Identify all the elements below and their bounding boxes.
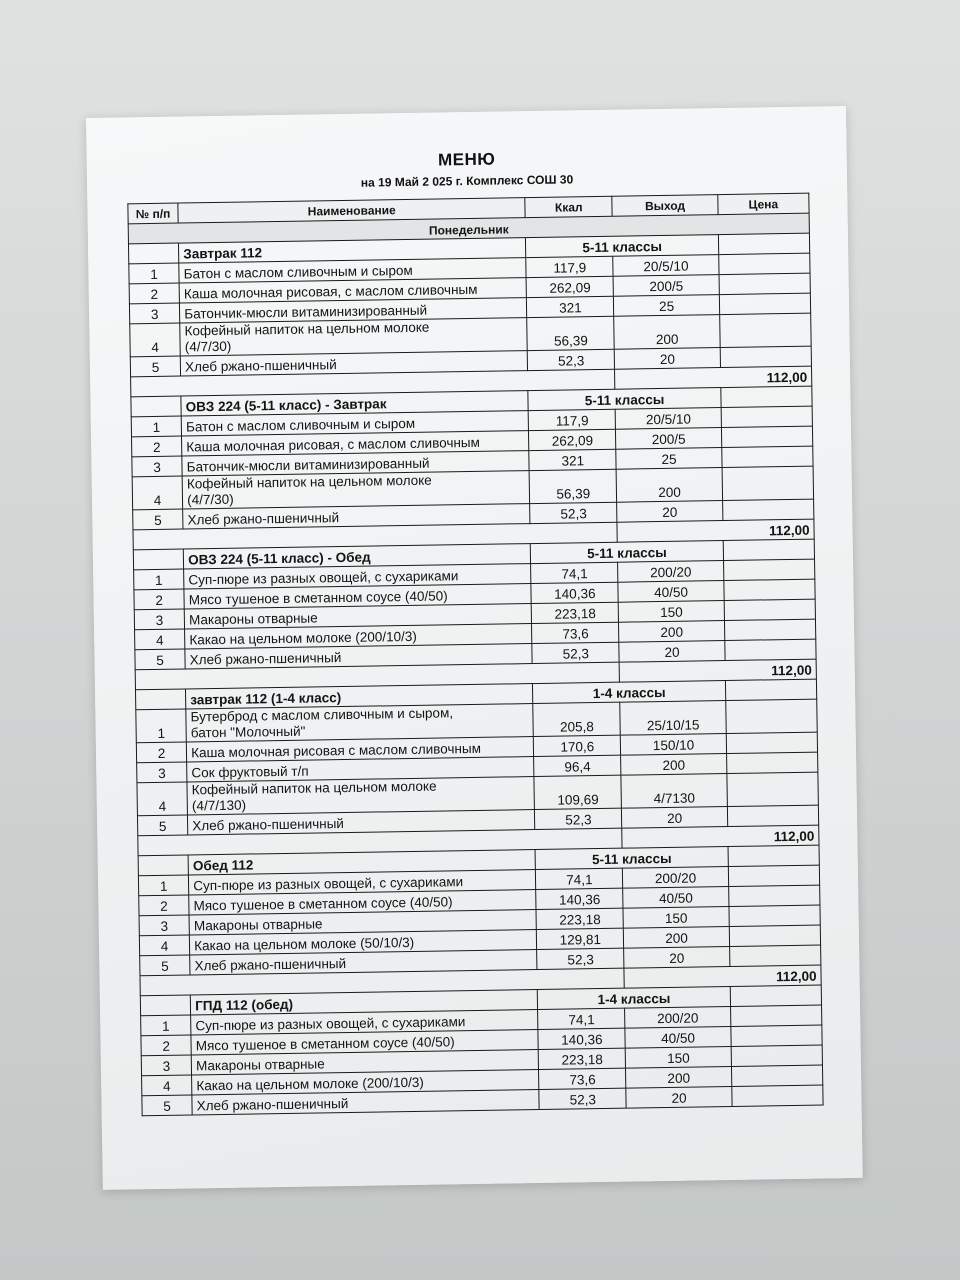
item-number: 5 <box>137 815 187 836</box>
item-name: Макароны отварные <box>191 1050 538 1075</box>
item-output: 150 <box>619 601 725 623</box>
section-title: ГПД 112 (обед) <box>190 990 537 1015</box>
item-output: 200/5 <box>616 428 722 450</box>
section-price-empty <box>728 845 819 866</box>
item-output: 200/20 <box>625 1006 731 1028</box>
item-kcal: 129,81 <box>537 928 624 949</box>
item-output: 20/5/10 <box>615 408 721 430</box>
item-number: 1 <box>141 1015 191 1036</box>
item-price <box>719 273 810 294</box>
item-kcal: 74,1 <box>536 868 623 889</box>
item-name: Суп-пюре из разных овощей, с сухариками <box>191 1010 538 1035</box>
item-name: Каша молочная рисовая, с маслом сливочным <box>182 431 529 456</box>
item-number: 4 <box>142 1075 192 1096</box>
section-title: ОВЗ 224 (5-11 класс) - Обед <box>183 544 530 569</box>
item-number: 4 <box>139 935 189 956</box>
item-name: Кофейный напиток на цельном молоке (4/7/30) <box>180 318 528 356</box>
section-spacer <box>138 855 188 876</box>
item-kcal: 223,18 <box>539 1048 626 1069</box>
item-name: Какао на цельном молоке (200/10/3) <box>192 1070 539 1095</box>
item-kcal: 52,3 <box>539 1088 626 1109</box>
item-price <box>731 1065 822 1086</box>
item-price <box>726 752 817 773</box>
col-header-price: Цена <box>718 193 809 214</box>
section-title: Обед 112 <box>188 850 535 875</box>
item-number: 2 <box>136 742 186 763</box>
item-price <box>729 925 820 946</box>
page-subtitle: на 19 Май 2 025 г. Комплекс СОШ 30 <box>360 172 574 190</box>
item-price <box>719 313 811 347</box>
item-number: 3 <box>129 303 179 324</box>
item-output: 200 <box>626 1066 732 1088</box>
item-price <box>720 346 811 367</box>
col-header-kcal: Ккал <box>525 196 612 217</box>
item-name: Мясо тушеное в сметанном соусе (40/50) <box>189 890 536 915</box>
item-output: 20/5/10 <box>613 255 719 277</box>
section-total: 112,00 <box>622 825 819 848</box>
section-price-empty <box>725 679 816 700</box>
item-output: 20 <box>619 641 725 663</box>
item-kcal: 109,69 <box>534 775 622 809</box>
item-output: 40/50 <box>618 581 724 603</box>
item-name: Батон с маслом сливочным и сыром <box>181 411 528 436</box>
item-kcal: 223,18 <box>536 908 623 929</box>
item-name: Какао на цельном молоке (200/10/3) <box>185 624 532 649</box>
item-price <box>732 1085 823 1106</box>
item-kcal: 56,39 <box>527 316 615 350</box>
item-name: Суп-пюре из разных овощей, с сухариками <box>189 870 536 895</box>
item-output: 200 <box>614 315 720 350</box>
item-number: 1 <box>138 875 188 896</box>
item-price <box>729 905 820 926</box>
item-price <box>728 865 819 886</box>
item-price <box>721 406 812 427</box>
section-grade: 1-4 классы <box>533 681 726 704</box>
item-output: 200 <box>619 621 725 643</box>
section-grade: 1-4 классы <box>538 986 731 1009</box>
item-kcal: 52,3 <box>537 948 624 969</box>
section-spacer <box>131 396 181 417</box>
item-name: Хлеб ржано-пшеничный <box>192 1090 539 1115</box>
item-output: 200 <box>616 468 722 503</box>
menu-table <box>127 193 823 1117</box>
item-price <box>727 772 819 806</box>
item-name: Хлеб ржано-пшеничный <box>185 644 532 669</box>
item-name: Хлеб ржано-пшеничный <box>188 810 535 835</box>
item-output: 4/7130 <box>621 774 727 809</box>
item-name: Хлеб ржано-пшеничный <box>190 950 537 975</box>
col-header-out: Выход <box>612 195 718 217</box>
item-price <box>729 945 820 966</box>
item-name: Хлеб ржано-пшеничный <box>183 504 530 529</box>
item-kcal: 140,36 <box>536 888 623 909</box>
item-price <box>721 426 812 447</box>
item-output: 200/20 <box>623 867 729 889</box>
item-price <box>722 466 814 500</box>
section-total: 112,00 <box>617 519 814 542</box>
item-name: Макароны отварные <box>184 604 531 629</box>
item-output: 25/10/15 <box>620 701 726 736</box>
item-output: 150 <box>626 1046 732 1068</box>
item-number: 4 <box>132 476 183 510</box>
item-price <box>730 1005 821 1026</box>
section-spacer <box>135 689 185 710</box>
item-price <box>722 446 813 467</box>
item-output: 200/5 <box>613 275 719 297</box>
item-number: 1 <box>131 416 181 437</box>
item-name: Батончик-мюсли витаминизированный <box>180 298 527 323</box>
item-number: 1 <box>134 569 184 590</box>
menu-sheet <box>86 106 863 1190</box>
item-name: Какао на цельном молоке (50/10/3) <box>190 930 537 955</box>
item-kcal: 56,39 <box>529 469 617 503</box>
item-kcal: 74,1 <box>531 562 618 583</box>
item-price <box>731 1025 822 1046</box>
item-kcal: 52,3 <box>532 642 619 663</box>
col-header-name: Наименование <box>178 198 525 223</box>
item-number: 5 <box>133 509 183 530</box>
item-kcal: 223,18 <box>532 602 619 623</box>
section-title: ОВЗ 224 (5-11 класс) - Завтрак <box>181 391 528 416</box>
item-number: 1 <box>136 709 187 743</box>
item-number: 4 <box>137 782 188 816</box>
section-spacer <box>140 995 190 1016</box>
item-output: 150/10 <box>621 734 727 756</box>
item-number: 2 <box>129 283 179 304</box>
item-name: Бутерброд с маслом сливочным и сыром, батон "Молочный" <box>186 704 534 742</box>
item-kcal: 73,6 <box>539 1068 626 1089</box>
item-number: 3 <box>132 456 182 477</box>
item-output: 200 <box>621 754 727 776</box>
section-total: 112,00 <box>619 659 816 682</box>
item-name: Кофейный напиток на цельном молоке (4/7/30) <box>182 471 530 509</box>
item-price <box>724 619 815 640</box>
header <box>87 144 848 194</box>
item-number: 3 <box>139 915 189 936</box>
section-price-empty <box>718 233 809 254</box>
item-price <box>731 1045 822 1066</box>
item-name: Сок фруктовый т/п <box>187 757 534 782</box>
section-spacer <box>128 243 178 264</box>
item-price <box>722 499 813 520</box>
item-name: Батон с маслом сливочным и сыром <box>179 258 526 283</box>
item-kcal: 117,9 <box>526 256 613 277</box>
item-name: Суп-пюре из разных овощей, с сухариками <box>184 564 531 589</box>
item-kcal: 262,09 <box>529 429 616 450</box>
item-output: 40/50 <box>625 1026 731 1048</box>
item-kcal: 140,36 <box>538 1028 625 1049</box>
item-name: Мясо тушеное в сметанном соусе (40/50) <box>191 1030 538 1055</box>
section-price-empty <box>721 386 812 407</box>
item-price <box>728 885 819 906</box>
item-output: 20 <box>617 501 723 523</box>
item-kcal: 52,3 <box>530 502 617 523</box>
item-price <box>723 559 814 580</box>
section-title: завтрак 112 (1-4 класс) <box>186 684 533 709</box>
item-kcal: 321 <box>529 449 616 470</box>
item-number: 2 <box>132 436 182 457</box>
item-price <box>719 253 810 274</box>
section-total: 112,00 <box>624 965 821 988</box>
item-name: Кофейный напиток на цельном молоке (4/7/130) <box>187 777 535 815</box>
section-grade: 5-11 классы <box>526 235 719 258</box>
item-name: Мясо тушеное в сметанном соусе (40/50) <box>184 584 531 609</box>
item-price <box>719 293 810 314</box>
section-grade: 5-11 классы <box>528 388 721 411</box>
item-kcal: 52,3 <box>528 349 615 370</box>
item-price <box>725 639 816 660</box>
item-kcal: 321 <box>527 296 614 317</box>
section-spacer <box>133 549 183 570</box>
item-output: 20 <box>624 946 730 968</box>
item-number: 5 <box>142 1095 192 1116</box>
item-number: 5 <box>135 649 185 670</box>
item-price <box>726 699 818 733</box>
section-total: 112,00 <box>615 366 812 389</box>
item-kcal: 205,8 <box>533 702 621 736</box>
item-name: Хлеб ржано-пшеничный <box>180 351 527 376</box>
item-price <box>726 732 817 753</box>
item-kcal: 170,6 <box>534 735 621 756</box>
item-name: Батончик-мюсли витаминизированный <box>182 451 529 476</box>
section-grade: 5-11 классы <box>531 541 724 564</box>
item-number: 4 <box>130 323 181 357</box>
item-number: 5 <box>130 356 180 377</box>
item-number: 3 <box>141 1055 191 1076</box>
item-name: Каша молочная рисовая с маслом сливочным <box>186 737 533 762</box>
day-label: Понедельник <box>128 213 809 244</box>
item-output: 200/20 <box>618 561 724 583</box>
section-grade: 5-11 классы <box>535 847 728 870</box>
item-output: 25 <box>616 448 722 470</box>
col-header-num: № п/п <box>128 203 178 224</box>
item-kcal: 140,36 <box>531 582 618 603</box>
item-output: 20 <box>626 1086 732 1108</box>
item-number: 3 <box>134 609 184 630</box>
item-name: Каша молочная рисовая, с маслом сливочным <box>179 278 526 303</box>
item-kcal: 52,3 <box>535 808 622 829</box>
item-number: 1 <box>129 263 179 284</box>
item-kcal: 117,9 <box>528 409 615 430</box>
section-price-empty <box>730 985 821 1006</box>
item-number: 2 <box>141 1035 191 1056</box>
item-price <box>724 579 815 600</box>
item-price <box>724 599 815 620</box>
item-output: 20 <box>622 807 728 829</box>
menu-body <box>128 213 823 1116</box>
item-output: 150 <box>623 907 729 929</box>
item-output: 200 <box>624 926 730 948</box>
section-title: Завтрак 112 <box>179 238 526 263</box>
item-kcal: 262,09 <box>526 276 613 297</box>
item-number: 2 <box>134 589 184 610</box>
item-name: Макароны отварные <box>189 910 536 935</box>
item-price <box>727 805 818 826</box>
item-output: 40/50 <box>623 887 729 909</box>
item-number: 2 <box>139 895 189 916</box>
item-kcal: 74,1 <box>538 1008 625 1029</box>
item-kcal: 96,4 <box>534 755 621 776</box>
page-title: МЕНЮ <box>437 149 496 170</box>
item-number: 4 <box>135 629 185 650</box>
item-kcal: 73,6 <box>532 622 619 643</box>
item-number: 5 <box>140 955 190 976</box>
item-output: 20 <box>615 348 721 370</box>
section-price-empty <box>723 539 814 560</box>
item-number: 3 <box>137 762 187 783</box>
item-output: 25 <box>614 295 720 317</box>
